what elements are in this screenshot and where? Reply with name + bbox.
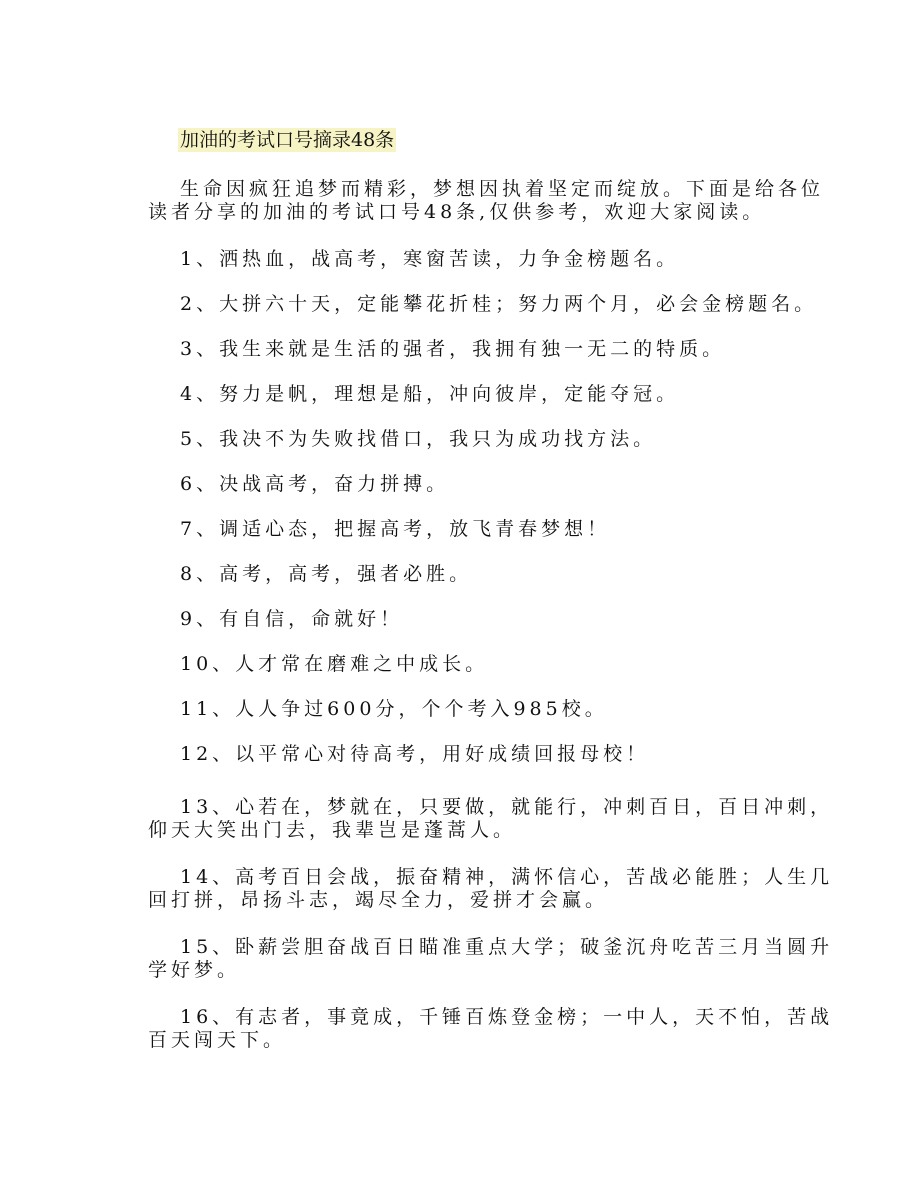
document-body <box>148 178 840 1076</box>
list-item: 4、努力是帆，理想是船，冲向彼岸，定能夺冠。 <box>180 383 680 405</box>
list-item: 14、高考百日会战，振奋精神，满怀信心，苦战必能胜；人生几回打拼，昂扬斗志，竭尽全力，爱拼才会赢。 <box>148 866 834 911</box>
list-item: 12、以平常心对待高考，用好成绩回报母校！ <box>180 743 650 765</box>
list-item: 3、我生来就是生活的强者，我拥有独一无二的特质。 <box>180 338 726 360</box>
list-item: 16、有志者，事竟成，千锤百炼登金榜；一中人，天不怕，苦战百天闯天下。 <box>148 1006 834 1051</box>
list-item: 2、大拼六十天，定能攀花折桂；努力两个月，必会金榜题名。 <box>180 293 818 315</box>
intro-paragraph: 生命因疯狂追梦而精彩，梦想因执着坚定而绽放。下面是给各位读者分享的加油的考试口号48条,仅供参考，欢迎大家阅读。 <box>148 178 825 223</box>
list-item: 1、洒热血，战高考，寒窗苦读，力争金榜题名。 <box>180 248 680 270</box>
list-item: 6、决战高考，奋力拼搏。 <box>180 473 450 495</box>
list-item: 5、我决不为失败找借口，我只为成功找方法。 <box>180 428 657 450</box>
list-item: 7、调适心态，把握高考，放飞青春梦想！ <box>180 518 611 540</box>
document-title: 加油的考试口号摘录48条 <box>180 129 395 151</box>
list-item: 15、卧薪尝胆奋战百日瞄准重点大学；破釜沉舟吃苦三月当圆升学好梦。 <box>148 936 834 981</box>
list-item: 10、人才常在磨难之中成长。 <box>180 653 489 675</box>
list-item: 9、有自信，命就好！ <box>180 608 404 630</box>
list-item: 11、人人争过600分，个个考入985校。 <box>180 698 608 720</box>
list-item: 8、高考，高考，强者必胜。 <box>180 563 473 585</box>
list-item: 13、心若在，梦就在，只要做，就能行，冲刺百日，百日冲刺，仰天大笑出门去，我辈岂是蓬蒿人。 <box>148 796 834 841</box>
